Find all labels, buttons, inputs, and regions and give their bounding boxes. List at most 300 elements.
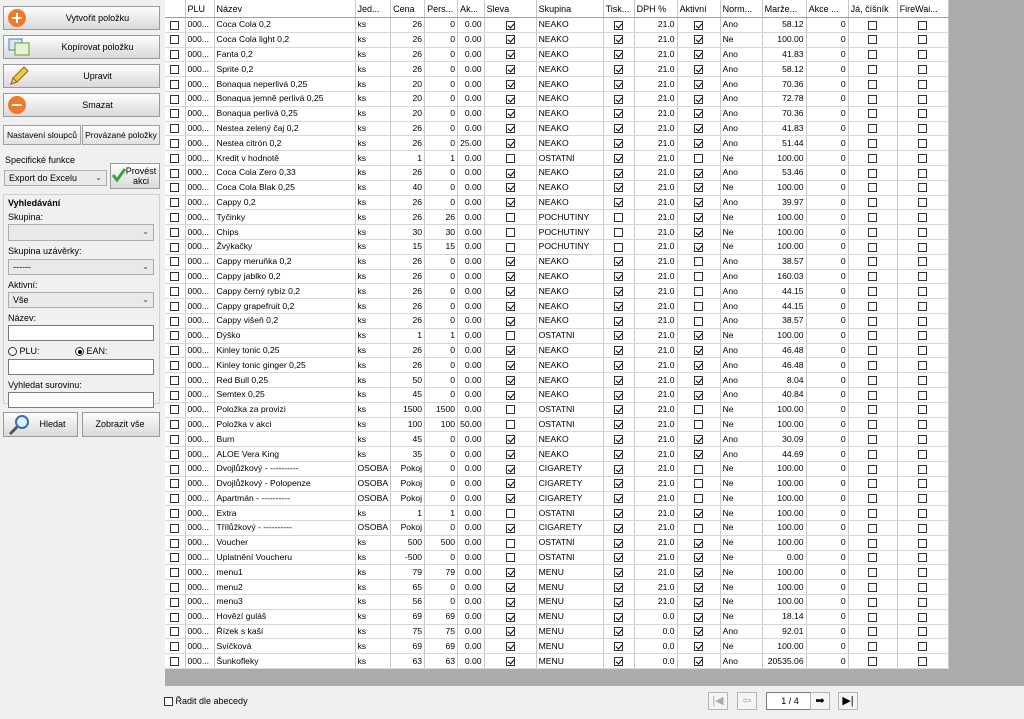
row-select-checkbox[interactable] (165, 269, 185, 284)
print-checkbox[interactable] (614, 598, 623, 607)
edit-button[interactable] (3, 64, 160, 88)
print-checkbox[interactable] (614, 361, 623, 370)
cell-waiter[interactable] (848, 624, 897, 639)
waiter-checkbox[interactable] (868, 391, 877, 400)
cell-active[interactable] (677, 624, 720, 639)
firewaiter-checkbox[interactable] (918, 553, 927, 562)
waiter-checkbox[interactable] (868, 65, 877, 74)
row-select-checkbox[interactable] (165, 225, 185, 240)
row-checkbox[interactable] (170, 553, 179, 562)
table-row[interactable] (165, 299, 948, 314)
active-checkbox[interactable] (694, 376, 703, 385)
cell-discount[interactable] (484, 328, 536, 343)
print-checkbox[interactable] (614, 124, 623, 133)
cell-waiter[interactable] (848, 77, 897, 92)
cell-discount[interactable] (484, 269, 536, 284)
cell-print[interactable] (603, 62, 634, 77)
print-checkbox[interactable] (614, 243, 623, 252)
active-checkbox[interactable] (694, 183, 703, 192)
firewaiter-checkbox[interactable] (918, 228, 927, 237)
table-row[interactable] (165, 91, 948, 106)
firewaiter-checkbox[interactable] (918, 50, 927, 59)
row-select-checkbox[interactable] (165, 461, 185, 476)
row-checkbox[interactable] (170, 109, 179, 118)
active-checkbox[interactable] (694, 568, 703, 577)
firewaiter-checkbox[interactable] (918, 642, 927, 651)
cell-firewaiter[interactable] (897, 521, 948, 536)
firewaiter-checkbox[interactable] (918, 598, 927, 607)
cell-discount[interactable] (484, 91, 536, 106)
print-checkbox[interactable] (614, 479, 623, 488)
cell-waiter[interactable] (848, 254, 897, 269)
cell-active[interactable] (677, 210, 720, 225)
cell-firewaiter[interactable] (897, 91, 948, 106)
table-row[interactable] (165, 136, 948, 151)
row-select-checkbox[interactable] (165, 328, 185, 343)
row-checkbox[interactable] (170, 450, 179, 459)
cell-print[interactable] (603, 151, 634, 166)
discount-checkbox[interactable] (506, 213, 515, 222)
cell-firewaiter[interactable] (897, 417, 948, 432)
firewaiter-checkbox[interactable] (918, 124, 927, 133)
table-row[interactable] (165, 239, 948, 254)
cell-active[interactable] (677, 91, 720, 106)
column-header-waiter[interactable]: Já, číšník (848, 0, 897, 18)
cell-firewaiter[interactable] (897, 343, 948, 358)
cell-discount[interactable] (484, 151, 536, 166)
table-row[interactable] (165, 254, 948, 269)
tab-column-settings[interactable]: Nastavení sloupců (3, 125, 81, 145)
print-checkbox[interactable] (614, 376, 623, 385)
cell-waiter[interactable] (848, 432, 897, 447)
table-row[interactable] (165, 358, 948, 373)
discount-checkbox[interactable] (506, 465, 515, 474)
cell-waiter[interactable] (848, 210, 897, 225)
cell-waiter[interactable] (848, 121, 897, 136)
find-button[interactable] (3, 412, 78, 437)
cell-print[interactable] (603, 32, 634, 47)
print-checkbox[interactable] (614, 21, 623, 30)
copy-item-button[interactable] (3, 35, 160, 59)
firewaiter-checkbox[interactable] (918, 287, 927, 296)
table-row[interactable] (165, 580, 948, 595)
cell-active[interactable] (677, 521, 720, 536)
cell-discount[interactable] (484, 299, 536, 314)
print-checkbox[interactable] (614, 405, 623, 414)
row-select-checkbox[interactable] (165, 62, 185, 77)
table-row[interactable] (165, 654, 948, 669)
row-select-checkbox[interactable] (165, 565, 185, 580)
row-select-checkbox[interactable] (165, 77, 185, 92)
table-row[interactable] (165, 624, 948, 639)
discount-checkbox[interactable] (506, 376, 515, 385)
cell-firewaiter[interactable] (897, 136, 948, 151)
cell-waiter[interactable] (848, 639, 897, 654)
cell-print[interactable] (603, 565, 634, 580)
cell-print[interactable] (603, 550, 634, 565)
firewaiter-checkbox[interactable] (918, 154, 927, 163)
firewaiter-checkbox[interactable] (918, 183, 927, 192)
active-checkbox[interactable] (694, 509, 703, 518)
column-header-unit[interactable]: Jed... (355, 0, 391, 18)
cell-active[interactable] (677, 461, 720, 476)
cell-firewaiter[interactable] (897, 328, 948, 343)
column-header-plu[interactable]: PLU (185, 0, 214, 18)
ean-radio-circle[interactable] (75, 347, 84, 356)
firewaiter-checkbox[interactable] (918, 391, 927, 400)
active-checkbox[interactable] (694, 583, 703, 592)
row-checkbox[interactable] (170, 65, 179, 74)
table-row[interactable] (165, 402, 948, 417)
discount-checkbox[interactable] (506, 272, 515, 281)
cell-firewaiter[interactable] (897, 358, 948, 373)
cell-waiter[interactable] (848, 180, 897, 195)
row-select-checkbox[interactable] (165, 254, 185, 269)
active-checkbox[interactable] (694, 524, 703, 533)
active-checkbox[interactable] (694, 80, 703, 89)
cell-discount[interactable] (484, 195, 536, 210)
table-row[interactable] (165, 476, 948, 491)
cell-active[interactable] (677, 180, 720, 195)
cell-discount[interactable] (484, 254, 536, 269)
cell-discount[interactable] (484, 32, 536, 47)
cell-discount[interactable] (484, 417, 536, 432)
row-checkbox[interactable] (170, 583, 179, 592)
cell-firewaiter[interactable] (897, 77, 948, 92)
active-checkbox[interactable] (694, 420, 703, 429)
cell-print[interactable] (603, 373, 634, 388)
cell-print[interactable] (603, 580, 634, 595)
active-checkbox[interactable] (694, 169, 703, 178)
row-checkbox[interactable] (170, 435, 179, 444)
print-checkbox[interactable] (614, 435, 623, 444)
show-all-button[interactable] (82, 412, 160, 437)
cell-print[interactable] (603, 639, 634, 654)
row-checkbox[interactable] (170, 391, 179, 400)
print-checkbox[interactable] (614, 568, 623, 577)
row-select-checkbox[interactable] (165, 595, 185, 610)
cell-firewaiter[interactable] (897, 62, 948, 77)
cell-active[interactable] (677, 151, 720, 166)
discount-checkbox[interactable] (506, 35, 515, 44)
cell-waiter[interactable] (848, 387, 897, 402)
row-select-checkbox[interactable] (165, 18, 185, 33)
waiter-checkbox[interactable] (868, 124, 877, 133)
cell-firewaiter[interactable] (897, 180, 948, 195)
waiter-checkbox[interactable] (868, 139, 877, 148)
discount-checkbox[interactable] (506, 420, 515, 429)
row-checkbox[interactable] (170, 50, 179, 59)
cell-print[interactable] (603, 476, 634, 491)
table-row[interactable] (165, 195, 948, 210)
cell-print[interactable] (603, 506, 634, 521)
row-checkbox[interactable] (170, 139, 179, 148)
waiter-checkbox[interactable] (868, 465, 877, 474)
active-checkbox[interactable] (694, 494, 703, 503)
name-input[interactable] (8, 325, 154, 341)
row-select-checkbox[interactable] (165, 639, 185, 654)
row-checkbox[interactable] (170, 21, 179, 30)
active-checkbox[interactable] (694, 553, 703, 562)
cell-discount[interactable] (484, 284, 536, 299)
print-checkbox[interactable] (614, 109, 623, 118)
print-checkbox[interactable] (614, 494, 623, 503)
waiter-checkbox[interactable] (868, 228, 877, 237)
cell-active[interactable] (677, 343, 720, 358)
waiter-checkbox[interactable] (868, 642, 877, 651)
cell-waiter[interactable] (848, 136, 897, 151)
discount-checkbox[interactable] (506, 627, 515, 636)
firewaiter-checkbox[interactable] (918, 627, 927, 636)
row-select-checkbox[interactable] (165, 358, 185, 373)
waiter-checkbox[interactable] (868, 598, 877, 607)
active-checkbox[interactable] (694, 613, 703, 622)
cell-waiter[interactable] (848, 521, 897, 536)
row-select-checkbox[interactable] (165, 151, 185, 166)
cell-active[interactable] (677, 491, 720, 506)
waiter-checkbox[interactable] (868, 509, 877, 518)
row-checkbox[interactable] (170, 361, 179, 370)
row-select-checkbox[interactable] (165, 239, 185, 254)
cell-firewaiter[interactable] (897, 18, 948, 33)
print-checkbox[interactable] (614, 346, 623, 355)
cell-print[interactable] (603, 195, 634, 210)
firewaiter-checkbox[interactable] (918, 657, 927, 666)
cell-waiter[interactable] (848, 106, 897, 121)
row-checkbox[interactable] (170, 346, 179, 355)
cell-waiter[interactable] (848, 18, 897, 33)
cell-print[interactable] (603, 91, 634, 106)
cell-discount[interactable] (484, 62, 536, 77)
discount-checkbox[interactable] (506, 553, 515, 562)
cell-print[interactable] (603, 595, 634, 610)
cell-firewaiter[interactable] (897, 447, 948, 462)
cell-discount[interactable] (484, 654, 536, 669)
print-checkbox[interactable] (614, 50, 623, 59)
discount-checkbox[interactable] (506, 198, 515, 207)
cell-print[interactable] (603, 121, 634, 136)
cell-firewaiter[interactable] (897, 239, 948, 254)
firewaiter-checkbox[interactable] (918, 65, 927, 74)
row-checkbox[interactable] (170, 287, 179, 296)
row-checkbox[interactable] (170, 509, 179, 518)
cell-active[interactable] (677, 358, 720, 373)
closing-group-select[interactable] (8, 259, 154, 275)
cell-print[interactable] (603, 136, 634, 151)
table-row[interactable] (165, 47, 948, 62)
waiter-checkbox[interactable] (868, 302, 877, 311)
table-row[interactable] (165, 595, 948, 610)
cell-print[interactable] (603, 343, 634, 358)
waiter-checkbox[interactable] (868, 479, 877, 488)
column-header-staff-price[interactable]: Pers... (425, 0, 458, 18)
row-checkbox[interactable] (170, 539, 179, 548)
table-row[interactable] (165, 180, 948, 195)
cell-print[interactable] (603, 313, 634, 328)
cell-waiter[interactable] (848, 91, 897, 106)
cell-active[interactable] (677, 299, 720, 314)
print-checkbox[interactable] (614, 391, 623, 400)
cell-discount[interactable] (484, 121, 536, 136)
active-checkbox[interactable] (694, 435, 703, 444)
discount-checkbox[interactable] (506, 494, 515, 503)
cell-waiter[interactable] (848, 535, 897, 550)
row-select-checkbox[interactable] (165, 106, 185, 121)
row-checkbox[interactable] (170, 302, 179, 311)
cell-waiter[interactable] (848, 32, 897, 47)
table-row[interactable] (165, 343, 948, 358)
active-checkbox[interactable] (694, 154, 703, 163)
cell-print[interactable] (603, 254, 634, 269)
waiter-checkbox[interactable] (868, 272, 877, 281)
firewaiter-checkbox[interactable] (918, 302, 927, 311)
cell-waiter[interactable] (848, 580, 897, 595)
active-checkbox[interactable] (694, 391, 703, 400)
active-checkbox[interactable] (694, 139, 703, 148)
print-checkbox[interactable] (614, 139, 623, 148)
cell-print[interactable] (603, 299, 634, 314)
cell-print[interactable] (603, 417, 634, 432)
cell-firewaiter[interactable] (897, 535, 948, 550)
discount-checkbox[interactable] (506, 405, 515, 414)
cell-print[interactable] (603, 624, 634, 639)
firewaiter-checkbox[interactable] (918, 405, 927, 414)
discount-checkbox[interactable] (506, 287, 515, 296)
print-checkbox[interactable] (614, 583, 623, 592)
row-checkbox[interactable] (170, 243, 179, 252)
cell-firewaiter[interactable] (897, 210, 948, 225)
active-checkbox[interactable] (694, 109, 703, 118)
cell-active[interactable] (677, 32, 720, 47)
cell-firewaiter[interactable] (897, 284, 948, 299)
cell-print[interactable] (603, 654, 634, 669)
cell-active[interactable] (677, 62, 720, 77)
cell-waiter[interactable] (848, 328, 897, 343)
cell-print[interactable] (603, 491, 634, 506)
table-row[interactable] (165, 550, 948, 565)
plu-radio[interactable] (8, 346, 40, 356)
cell-active[interactable] (677, 580, 720, 595)
cell-active[interactable] (677, 639, 720, 654)
column-header-vat[interactable]: DPH % (634, 0, 677, 18)
cell-waiter[interactable] (848, 151, 897, 166)
waiter-checkbox[interactable] (868, 346, 877, 355)
active-checkbox[interactable] (694, 50, 703, 59)
cell-discount[interactable] (484, 461, 536, 476)
cell-firewaiter[interactable] (897, 32, 948, 47)
cell-firewaiter[interactable] (897, 565, 948, 580)
cell-discount[interactable] (484, 165, 536, 180)
print-checkbox[interactable] (614, 198, 623, 207)
active-checkbox[interactable] (694, 627, 703, 636)
active-checkbox[interactable] (694, 65, 703, 74)
cell-discount[interactable] (484, 624, 536, 639)
print-checkbox[interactable] (614, 80, 623, 89)
cell-active[interactable] (677, 373, 720, 388)
cell-discount[interactable] (484, 77, 536, 92)
cell-firewaiter[interactable] (897, 654, 948, 669)
column-header-group[interactable]: Skupina (536, 0, 603, 18)
discount-checkbox[interactable] (506, 568, 515, 577)
firewaiter-checkbox[interactable] (918, 494, 927, 503)
cell-active[interactable] (677, 313, 720, 328)
active-checkbox[interactable] (694, 95, 703, 104)
cell-print[interactable] (603, 328, 634, 343)
table-row[interactable] (165, 313, 948, 328)
cell-active[interactable] (677, 47, 720, 62)
row-checkbox[interactable] (170, 228, 179, 237)
cell-print[interactable] (603, 461, 634, 476)
cell-active[interactable] (677, 565, 720, 580)
active-checkbox[interactable] (694, 287, 703, 296)
row-select-checkbox[interactable] (165, 121, 185, 136)
row-checkbox[interactable] (170, 35, 179, 44)
row-select-checkbox[interactable] (165, 91, 185, 106)
print-checkbox[interactable] (614, 65, 623, 74)
waiter-checkbox[interactable] (868, 583, 877, 592)
discount-checkbox[interactable] (506, 80, 515, 89)
cell-discount[interactable] (484, 432, 536, 447)
cell-waiter[interactable] (848, 358, 897, 373)
table-row[interactable] (165, 506, 948, 521)
active-checkbox[interactable] (694, 405, 703, 414)
cell-discount[interactable] (484, 521, 536, 536)
discount-checkbox[interactable] (506, 479, 515, 488)
table-row[interactable] (165, 106, 948, 121)
discount-checkbox[interactable] (506, 139, 515, 148)
waiter-checkbox[interactable] (868, 331, 877, 340)
column-header-name[interactable]: Název (214, 0, 355, 18)
cell-discount[interactable] (484, 358, 536, 373)
waiter-checkbox[interactable] (868, 524, 877, 533)
table-row[interactable] (165, 165, 948, 180)
cell-waiter[interactable] (848, 239, 897, 254)
cell-firewaiter[interactable] (897, 624, 948, 639)
table-row[interactable] (165, 521, 948, 536)
discount-checkbox[interactable] (506, 317, 515, 326)
print-checkbox[interactable] (614, 257, 623, 266)
table-row[interactable] (165, 491, 948, 506)
table-row[interactable] (165, 461, 948, 476)
cell-print[interactable] (603, 535, 634, 550)
cell-active[interactable] (677, 432, 720, 447)
waiter-checkbox[interactable] (868, 361, 877, 370)
table-row[interactable] (165, 565, 948, 580)
waiter-checkbox[interactable] (868, 50, 877, 59)
active-checkbox[interactable] (694, 272, 703, 281)
waiter-checkbox[interactable] (868, 95, 877, 104)
print-checkbox[interactable] (614, 524, 623, 533)
row-select-checkbox[interactable] (165, 417, 185, 432)
cell-active[interactable] (677, 328, 720, 343)
cell-firewaiter[interactable] (897, 225, 948, 240)
discount-checkbox[interactable] (506, 613, 515, 622)
cell-active[interactable] (677, 106, 720, 121)
functions-select[interactable] (4, 170, 107, 186)
active-checkbox[interactable] (694, 642, 703, 651)
cell-waiter[interactable] (848, 47, 897, 62)
row-checkbox[interactable] (170, 642, 179, 651)
cell-print[interactable] (603, 402, 634, 417)
waiter-checkbox[interactable] (868, 613, 877, 622)
row-checkbox[interactable] (170, 272, 179, 281)
cell-discount[interactable] (484, 580, 536, 595)
code-input[interactable] (8, 359, 154, 375)
active-checkbox[interactable] (694, 124, 703, 133)
discount-checkbox[interactable] (506, 109, 515, 118)
discount-checkbox[interactable] (506, 509, 515, 518)
active-checkbox[interactable] (694, 228, 703, 237)
